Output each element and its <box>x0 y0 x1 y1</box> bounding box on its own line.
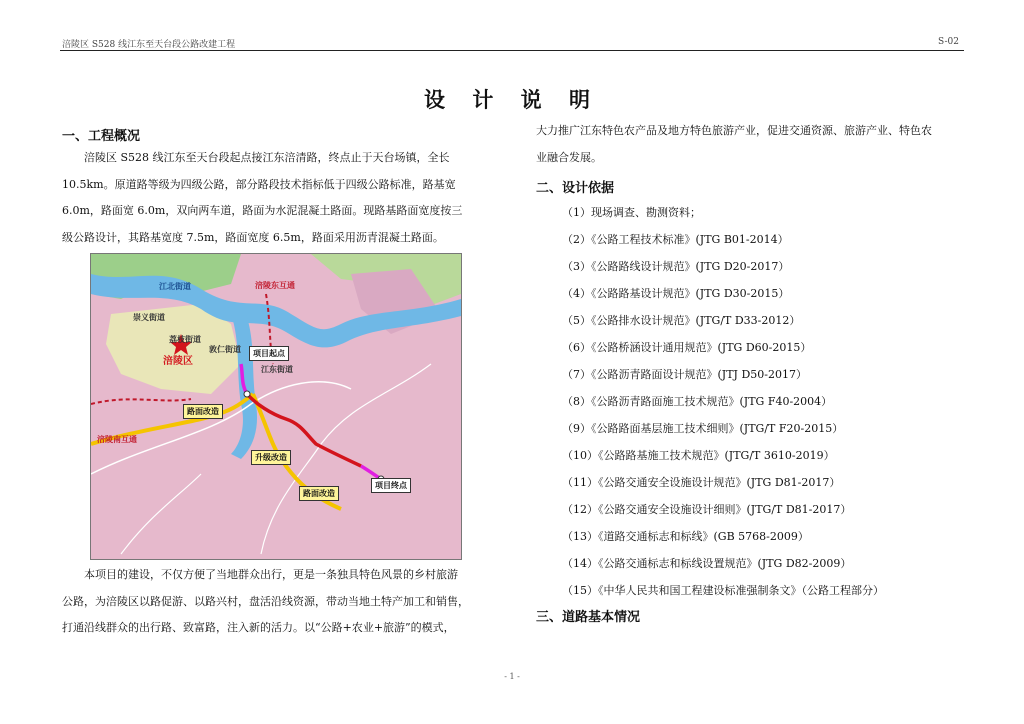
section-1-body <box>62 145 492 251</box>
callout-project-end: 项目终点 <box>371 478 411 493</box>
paragraph-line: 本项目的建设，不仅方便了当地群众出行，更是一条独具特色风景的乡村旅游 <box>84 568 458 581</box>
callout-pavement-rebuild-2: 路面改造 <box>299 486 339 501</box>
project-location-map <box>90 253 462 560</box>
reference-item: （13）《道路交通标志和标线》(GB 5768-2009） <box>562 530 809 543</box>
paragraph-line: 10.5km。原道路等级为四级公路，部分路段技术指标低于四级公路标准，路基宽 <box>62 177 456 191</box>
reference-item: （1）现场调查、勘测资料； <box>562 206 701 219</box>
section-2-heading: 二、设计依据 <box>536 181 615 196</box>
callout-upgrade: 升级改造 <box>251 450 291 465</box>
reference-item: （9）《公路路面基层施工技术细则》(JTG/T F20-2015） <box>562 422 844 435</box>
paragraph-line: 6.0m，路面宽 6.0m，双向两车道，路面为水泥混凝土路面。现路基路面宽度按三 <box>62 204 463 217</box>
section-1-body-continued <box>62 562 492 642</box>
section-1-body-right <box>536 118 966 171</box>
map-label-dunren: 敦仁街道 <box>209 345 241 354</box>
callout-pavement-rebuild-1: 路面改造 <box>183 404 223 419</box>
reference-item: （2）《公路工程技术标准》(JTG B01-2014） <box>562 233 789 246</box>
callout-project-start: 项目起点 <box>249 346 289 361</box>
reference-item: （7）《公路沥青路面设计规范》(JTJ D50-2017） <box>562 368 807 381</box>
map-label-fuling: 涪陵区 <box>163 356 193 367</box>
reference-item: （6）《公路桥涵设计通用规范》(JTG D60-2015） <box>562 341 812 354</box>
section-3-heading: 三、道路基本情况 <box>536 610 641 625</box>
map-label-fuling-south-interchange: 涪陵南互通 <box>97 435 137 444</box>
reference-item: （5）《公路排水设计规范》(JTG/T D33-2012） <box>562 314 801 327</box>
reference-item: （12）《公路交通安全设施设计细则》(JTG/T D81-2017） <box>562 503 852 516</box>
paragraph-line: 业融合发展。 <box>536 150 602 164</box>
reference-item: （14）《公路交通标志和标线设置规范》(JTG D82-2009） <box>562 557 852 570</box>
map-graphic <box>91 254 461 559</box>
paragraph-line: 公路，为涪陵区以路促游、以路兴村，盘活沿线资源，带动当地土特产加工和销售， <box>62 594 469 608</box>
reference-item: （10）《公路路基施工技术规范》(JTG/T 3610-2019） <box>562 449 835 462</box>
map-label-chongyi: 崇义街道 <box>133 313 165 322</box>
header-drawing-code: S-02 <box>938 37 959 47</box>
map-label-jiangbei: 江北街道 <box>159 282 191 291</box>
page-number: - 1 - <box>504 672 520 681</box>
paragraph-line: 级公路设计，其路基宽度 7.5m，路面宽度 6.5m，路面采用沥青混凝土路面。 <box>62 230 444 244</box>
reference-item: （11）《公路交通安全设施设计规范》(JTG D81-2017） <box>562 476 841 489</box>
paragraph-line: 打通沿线群众的出行路、致富路，注入新的活力。以“公路+农业+旅游”的模式， <box>62 621 455 634</box>
map-label-fuling-east-interchange: 涪陵东互通 <box>255 281 295 290</box>
reference-item: （8）《公路沥青路面施工技术规范》(JTG F40-2004） <box>562 395 833 408</box>
paragraph-line: 大力推广江东特色农产品及地方特色旅游产业，促进交通资源、旅游产业、特色农 <box>536 124 932 137</box>
page-title: 设 计 说 明 <box>424 87 600 112</box>
header-rule <box>60 50 964 51</box>
reference-item: （3）《公路路线设计规范》(JTG D20-2017） <box>562 260 790 273</box>
reference-item: （15）《中华人民共和国工程建设标准强制条文》（公路工程部分） <box>562 584 884 597</box>
paragraph-line: 涪陵区 S528 线江东至天台段起点接江东涪清路，终点止于天台场镇，全长 <box>84 151 450 164</box>
map-label-jiangdong: 江东街道 <box>261 365 293 374</box>
map-label-lizhi: 荔枝街道 <box>169 335 201 344</box>
header-project-name: 涪陵区 S528 线江东至天台段公路改建工程 <box>62 40 236 50</box>
reference-item: （4）《公路路基设计规范》(JTG D30-2015） <box>562 287 790 300</box>
section-1-heading: 一、工程概况 <box>62 129 141 144</box>
